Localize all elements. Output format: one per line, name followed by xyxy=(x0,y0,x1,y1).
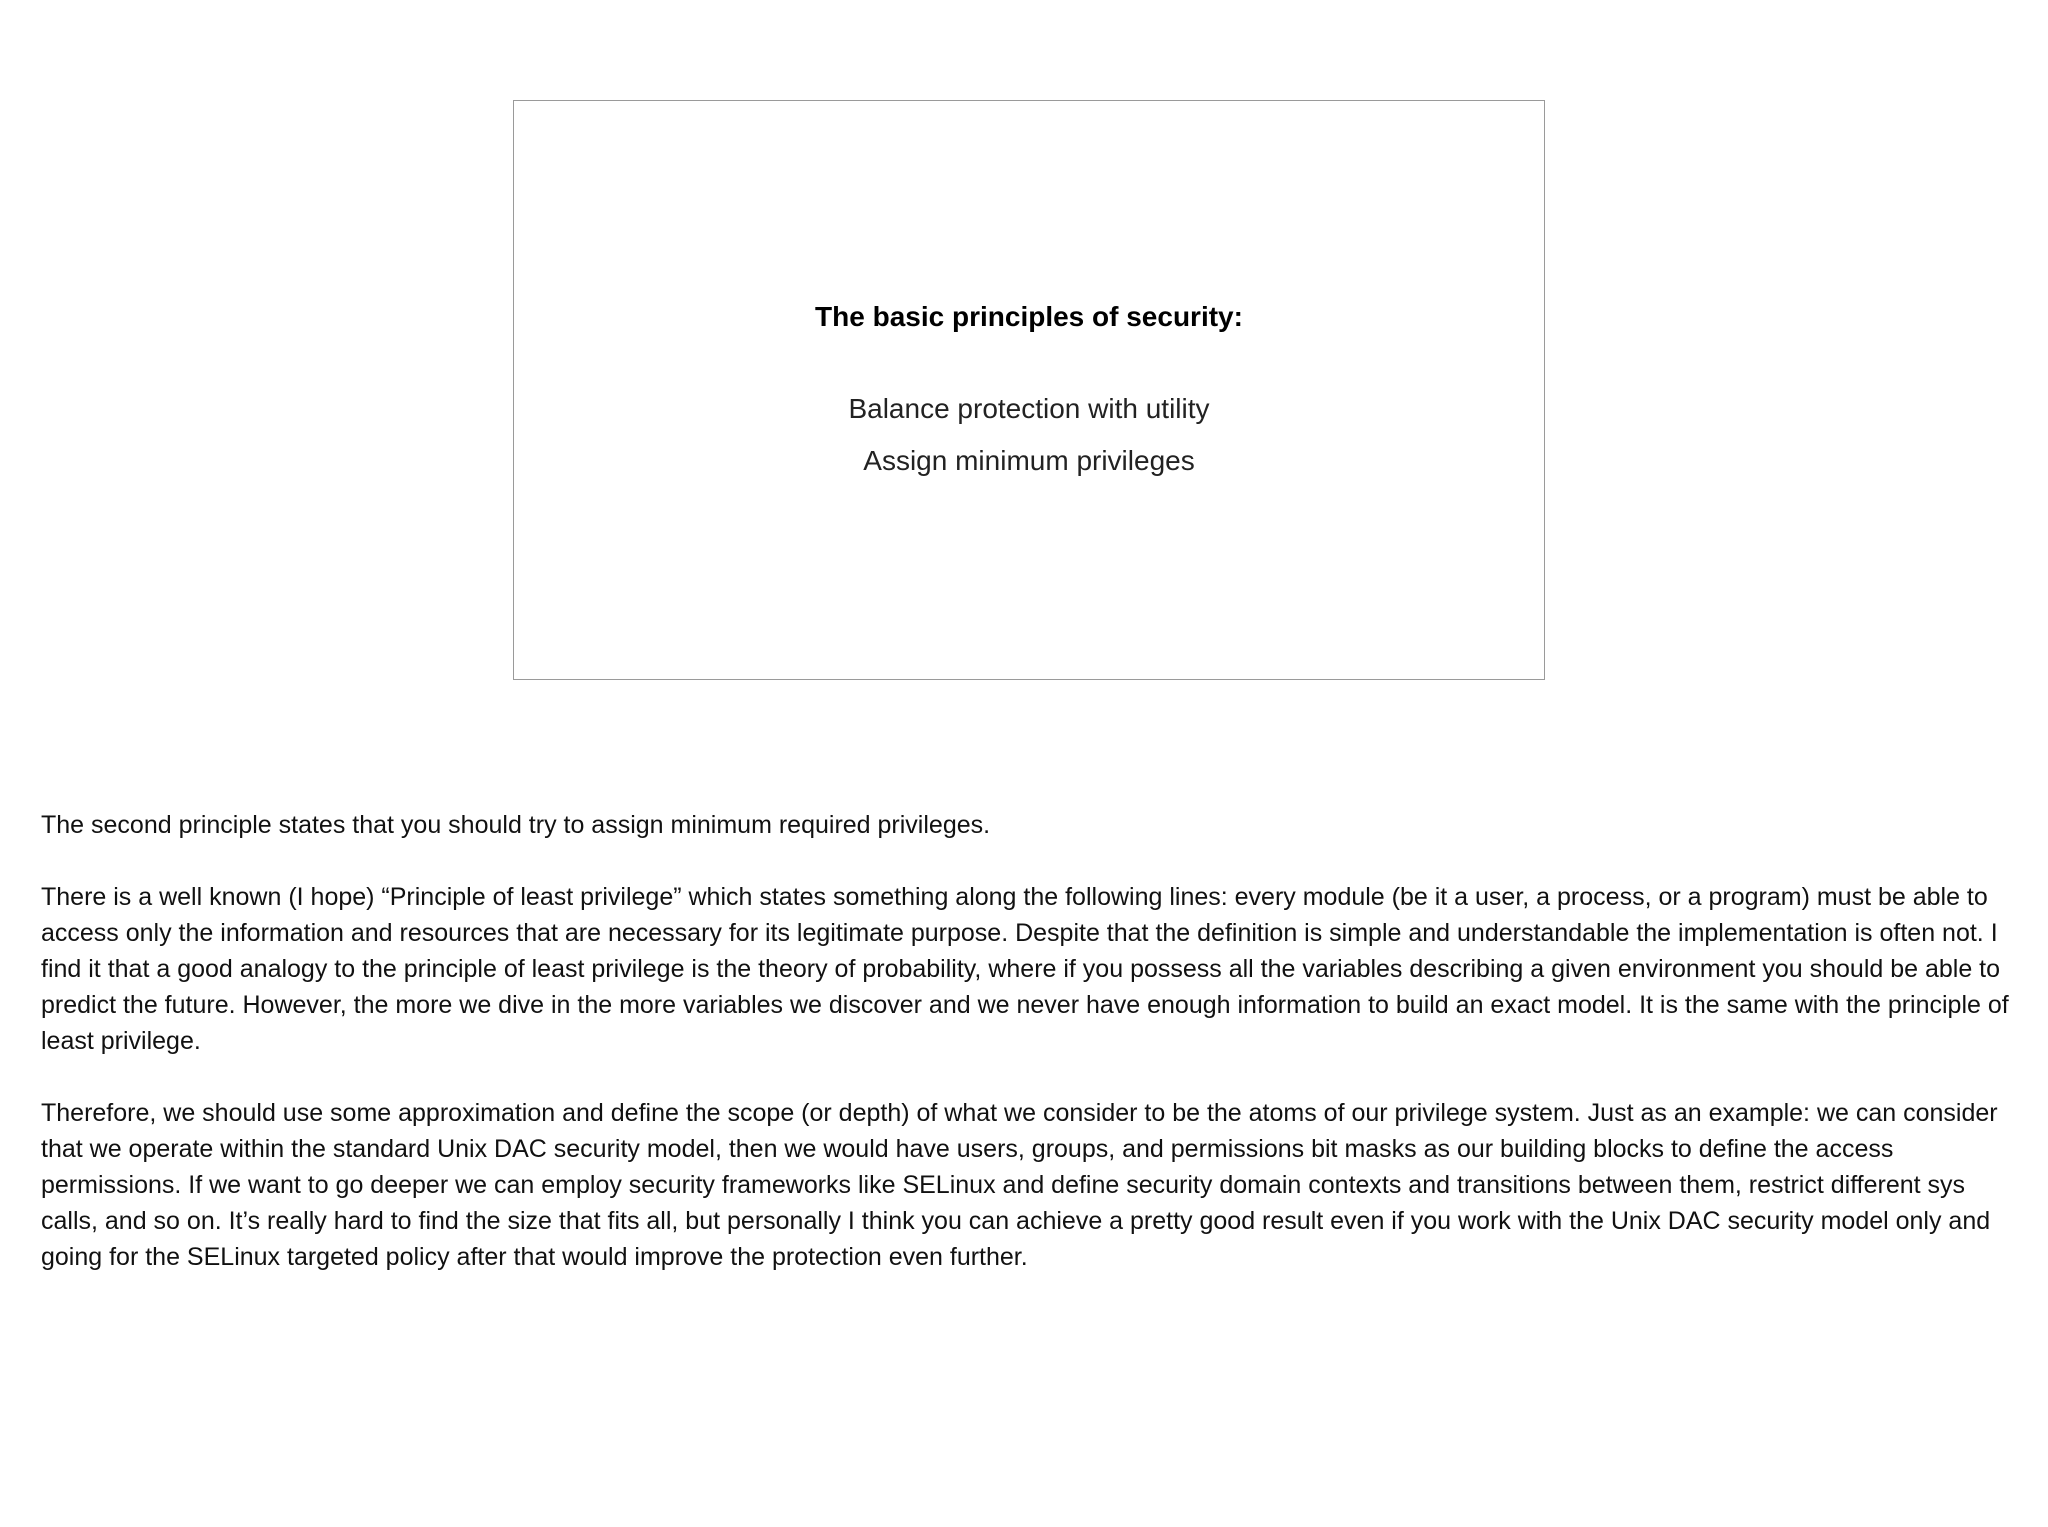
slide-bullet-privileges: Assign minimum privileges xyxy=(863,445,1195,476)
slide-thumbnail xyxy=(513,100,1545,680)
notes-paragraph-3: Therefore, we should use some approximation and define the scope (or depth) of what we consider to be the atoms of our privilege system. Just as an example: we can consider that we operate within the standard Unix DAC security model, then we would have users, groups, and permissions bit masks as our building blocks to define the access permissions. If we want to go deeper we can employ security frameworks like SELinux and define security domain contexts and transitions between them, restrict different sys calls, and so on. It’s really hard to find the size that fits all, but personally I think you can achieve a pretty good result even if you work with the Unix DAC security model only and going for the SELinux targeted policy after that would improve the protection even further. xyxy=(41,1099,1998,1271)
slide-bullet-balance: Balance protection with utility xyxy=(848,393,1210,424)
notes-paragraph-1: The second principle states that you should try to assign minimum required privileges. xyxy=(41,811,991,839)
presenter-notes xyxy=(41,807,2021,1311)
slide-title: The basic principles of security: xyxy=(815,301,1243,332)
notes-paragraph-2: There is a well known (I hope) “Principle of least privilege” which states something along the following lines: every module (be it a user, a process, or a program) must be able to access only the information and resources that are necessary for its legitimate purpose. Despite that the definition is simple and understandable the implementation is often not. I find it that a good analogy to the principle of least privilege is the theory of probability, where if you possess all the variables describing a given environment you should be able to predict the future. However, the more we dive in the more variables we discover and we never have enough information to build an exact model. It is the same with the principle of least privilege. xyxy=(41,883,2009,1055)
